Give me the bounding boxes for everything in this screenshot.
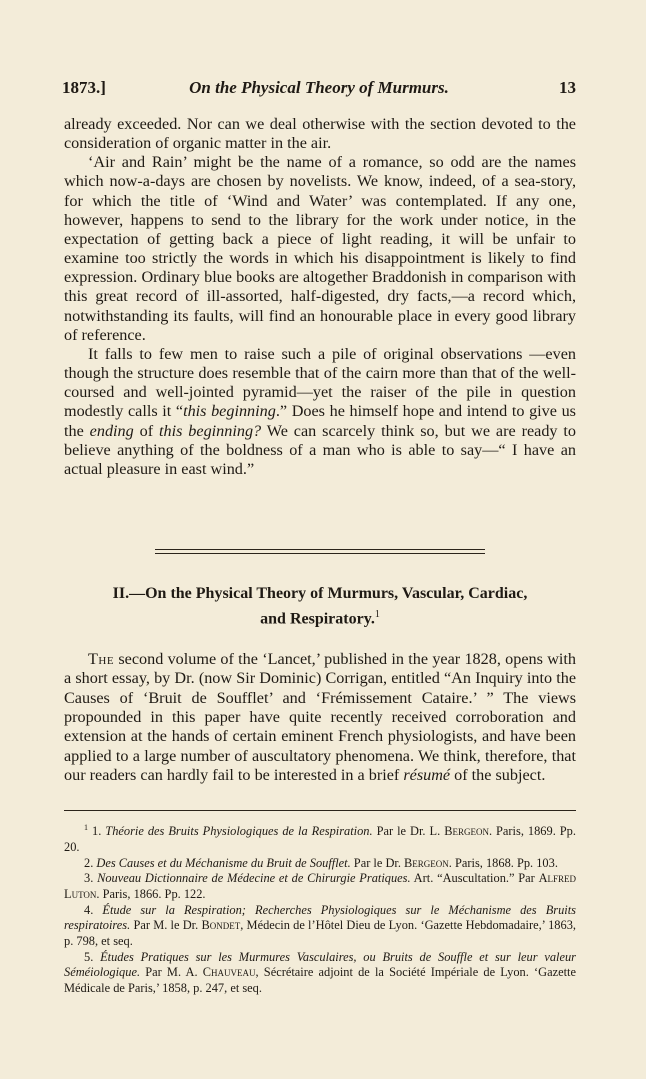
footnote-3-author: Alfred Luton. [64, 871, 577, 901]
paragraph-3-part-a: It falls to few men to raise such a pile of original observations —even though the structure does resemble that of the cairn more than that of the well-coursed and well-jointed pyramid—yet the raiser of the pile in question modestly calls it “ [64, 344, 576, 421]
article-title-line-2 [64, 604, 576, 629]
article-body [64, 634, 576, 801]
article-text-resume: résumé [403, 765, 451, 784]
article-title-footnote-mark: 1 [374, 609, 380, 620]
paragraph-3-ending: ending [89, 421, 134, 440]
footnote-2-title: Des Causes et du Méchanisme du Bruit de Soufflet. [96, 855, 351, 870]
footnote-4-num: 4. [84, 902, 103, 917]
footnote-2-author: Bergeon. [404, 855, 452, 870]
article-text-a: second volume of the ‘Lancet,’ published in the year 1828, opens with a short essay, by Dr. (now Sir Dominic) Corrigan, entitled “An Inquiry into the Causes of ‘Bruit de Soufflet’ and ‘Frémissement Cataire.’ ” The views propounded in this paper have quite recently received corroboration and extension at the hands of certain eminent French physiologists, and have been applied to a large number of auscultatory phenomena. We think, therefore, that our readers can hardly fail to be interested in a brief [64, 650, 576, 784]
paragraph-3-this-beginning-2: this beginning? [159, 421, 262, 440]
footnote-1-num: 1. [88, 824, 106, 839]
footnote-4-author: Bondet, [201, 918, 244, 933]
footnote-1 [64, 820, 576, 856]
paragraph-3 [64, 345, 576, 479]
paragraph-3-this-beginning: this beginning [183, 402, 276, 421]
article-title-line-1: II.—On the Physical Theory of Murmurs, Vascular, Cardiac, [112, 585, 528, 602]
section-divider [155, 549, 485, 554]
footnote-5-pub: Sécrétaire adjoint de la Société Impériale de Lyon. ‘Gazette Médicale de Paris,’ 1858, p. 247, et seq. [64, 965, 576, 996]
footnote-5-by: Par M. A. [140, 965, 203, 980]
footnote-5 [64, 950, 576, 997]
footnote-1-pub: Paris, 1869. Pp. 20. [64, 824, 576, 854]
header-title: On the Physical Theory of Murmurs. [189, 78, 449, 97]
footnote-2-num: 2. [84, 855, 97, 870]
footnote-4-by: Par M. le Dr. [130, 918, 202, 933]
article-paragraph-1 [64, 650, 576, 785]
article-title-line-2-text: and Respiratory. [260, 610, 375, 628]
article-title [64, 583, 576, 629]
paragraph-3-part-c: .” Does he himself hope and intend to give us the [64, 402, 576, 440]
footnote-rule [64, 810, 576, 811]
paragraph-2: ‘Air and Rain’ might be the name of a romance, so odd are the names which now-a-days are chosen by novelists. We know, indeed, of a sea-story, for which the title of ‘Wind and Water’ was contemplated. If any one, however, happens to send to the library for the work under notice, in the expectation of getting back a piece of light reading, it will be unfair to examine too strictly the words in which his disappointment is likely to find expression. Ordinary blue books are altogether Braddonish in comparison with this great record of ill-assorted, half-digested, dry facts,—a record which, notwithstanding its faults, will find an honourable place in every good library of reference. [64, 153, 576, 344]
footnote-2-pub: Paris, 1868. Pp. 103. [451, 855, 558, 870]
paragraph-3-part-g: We can scarcely think so, but we are ready to believe anything of the boldness of a man who is able to say—“ I have an actual pleasure in east wind.” [64, 421, 577, 478]
header-year: 1873.] [62, 78, 106, 97]
footnote-1-mark: 1 [84, 823, 88, 832]
footnotes [64, 820, 576, 997]
paragraph-3-part-e: of [133, 421, 160, 440]
footnote-3-title: Nouveau Dictionnaire de Médecine et de Chirurgie Pratiques. [97, 871, 411, 886]
footnote-3-num: 3. [84, 871, 98, 886]
footnote-4-pub: Médecin de l’Hôtel Dieu de Lyon. ‘Gazette Hebdomadaire,’ 1863, p. 798, et seq. [64, 918, 576, 949]
footnote-1-author: Bergeon. [444, 824, 493, 839]
footnote-3-pub: Paris, 1866. Pp. 122. [99, 886, 206, 901]
footnote-2 [64, 856, 576, 872]
footnote-5-title: Études Pratiques sur les Murmures Vasculaires, ou Bruits de Souffle et sur leur valeur Séméiologique. [64, 949, 577, 980]
footnote-5-author: Chauveau, [202, 965, 259, 980]
review-continuation [64, 115, 576, 479]
footnote-3 [64, 871, 576, 902]
article-lead-word: The [88, 650, 115, 669]
footnote-4 [64, 903, 576, 950]
paragraph-1: already exceeded. Nor can we deal otherwise with the section devoted to the consideration of organic matter in the air. [64, 115, 576, 153]
page-number: 13 [559, 78, 576, 97]
footnote-4-title: Étude sur la Respiration; Recherches Physiologiques sur le Méchanisme des Bruits respiratoires. [64, 902, 576, 933]
footnote-5-num: 5. [84, 949, 101, 964]
article-text-b: of the subject. [450, 765, 546, 784]
footnote-1-title: Théorie des Bruits Physiologiques de la Respiration. [105, 824, 373, 839]
running-header [62, 78, 576, 100]
footnote-3-by: Art. “Auscultation.” Par [410, 871, 539, 886]
footnote-2-by: Par le Dr. [350, 855, 405, 870]
footnote-1-by: Par le Dr. L. [372, 824, 445, 839]
